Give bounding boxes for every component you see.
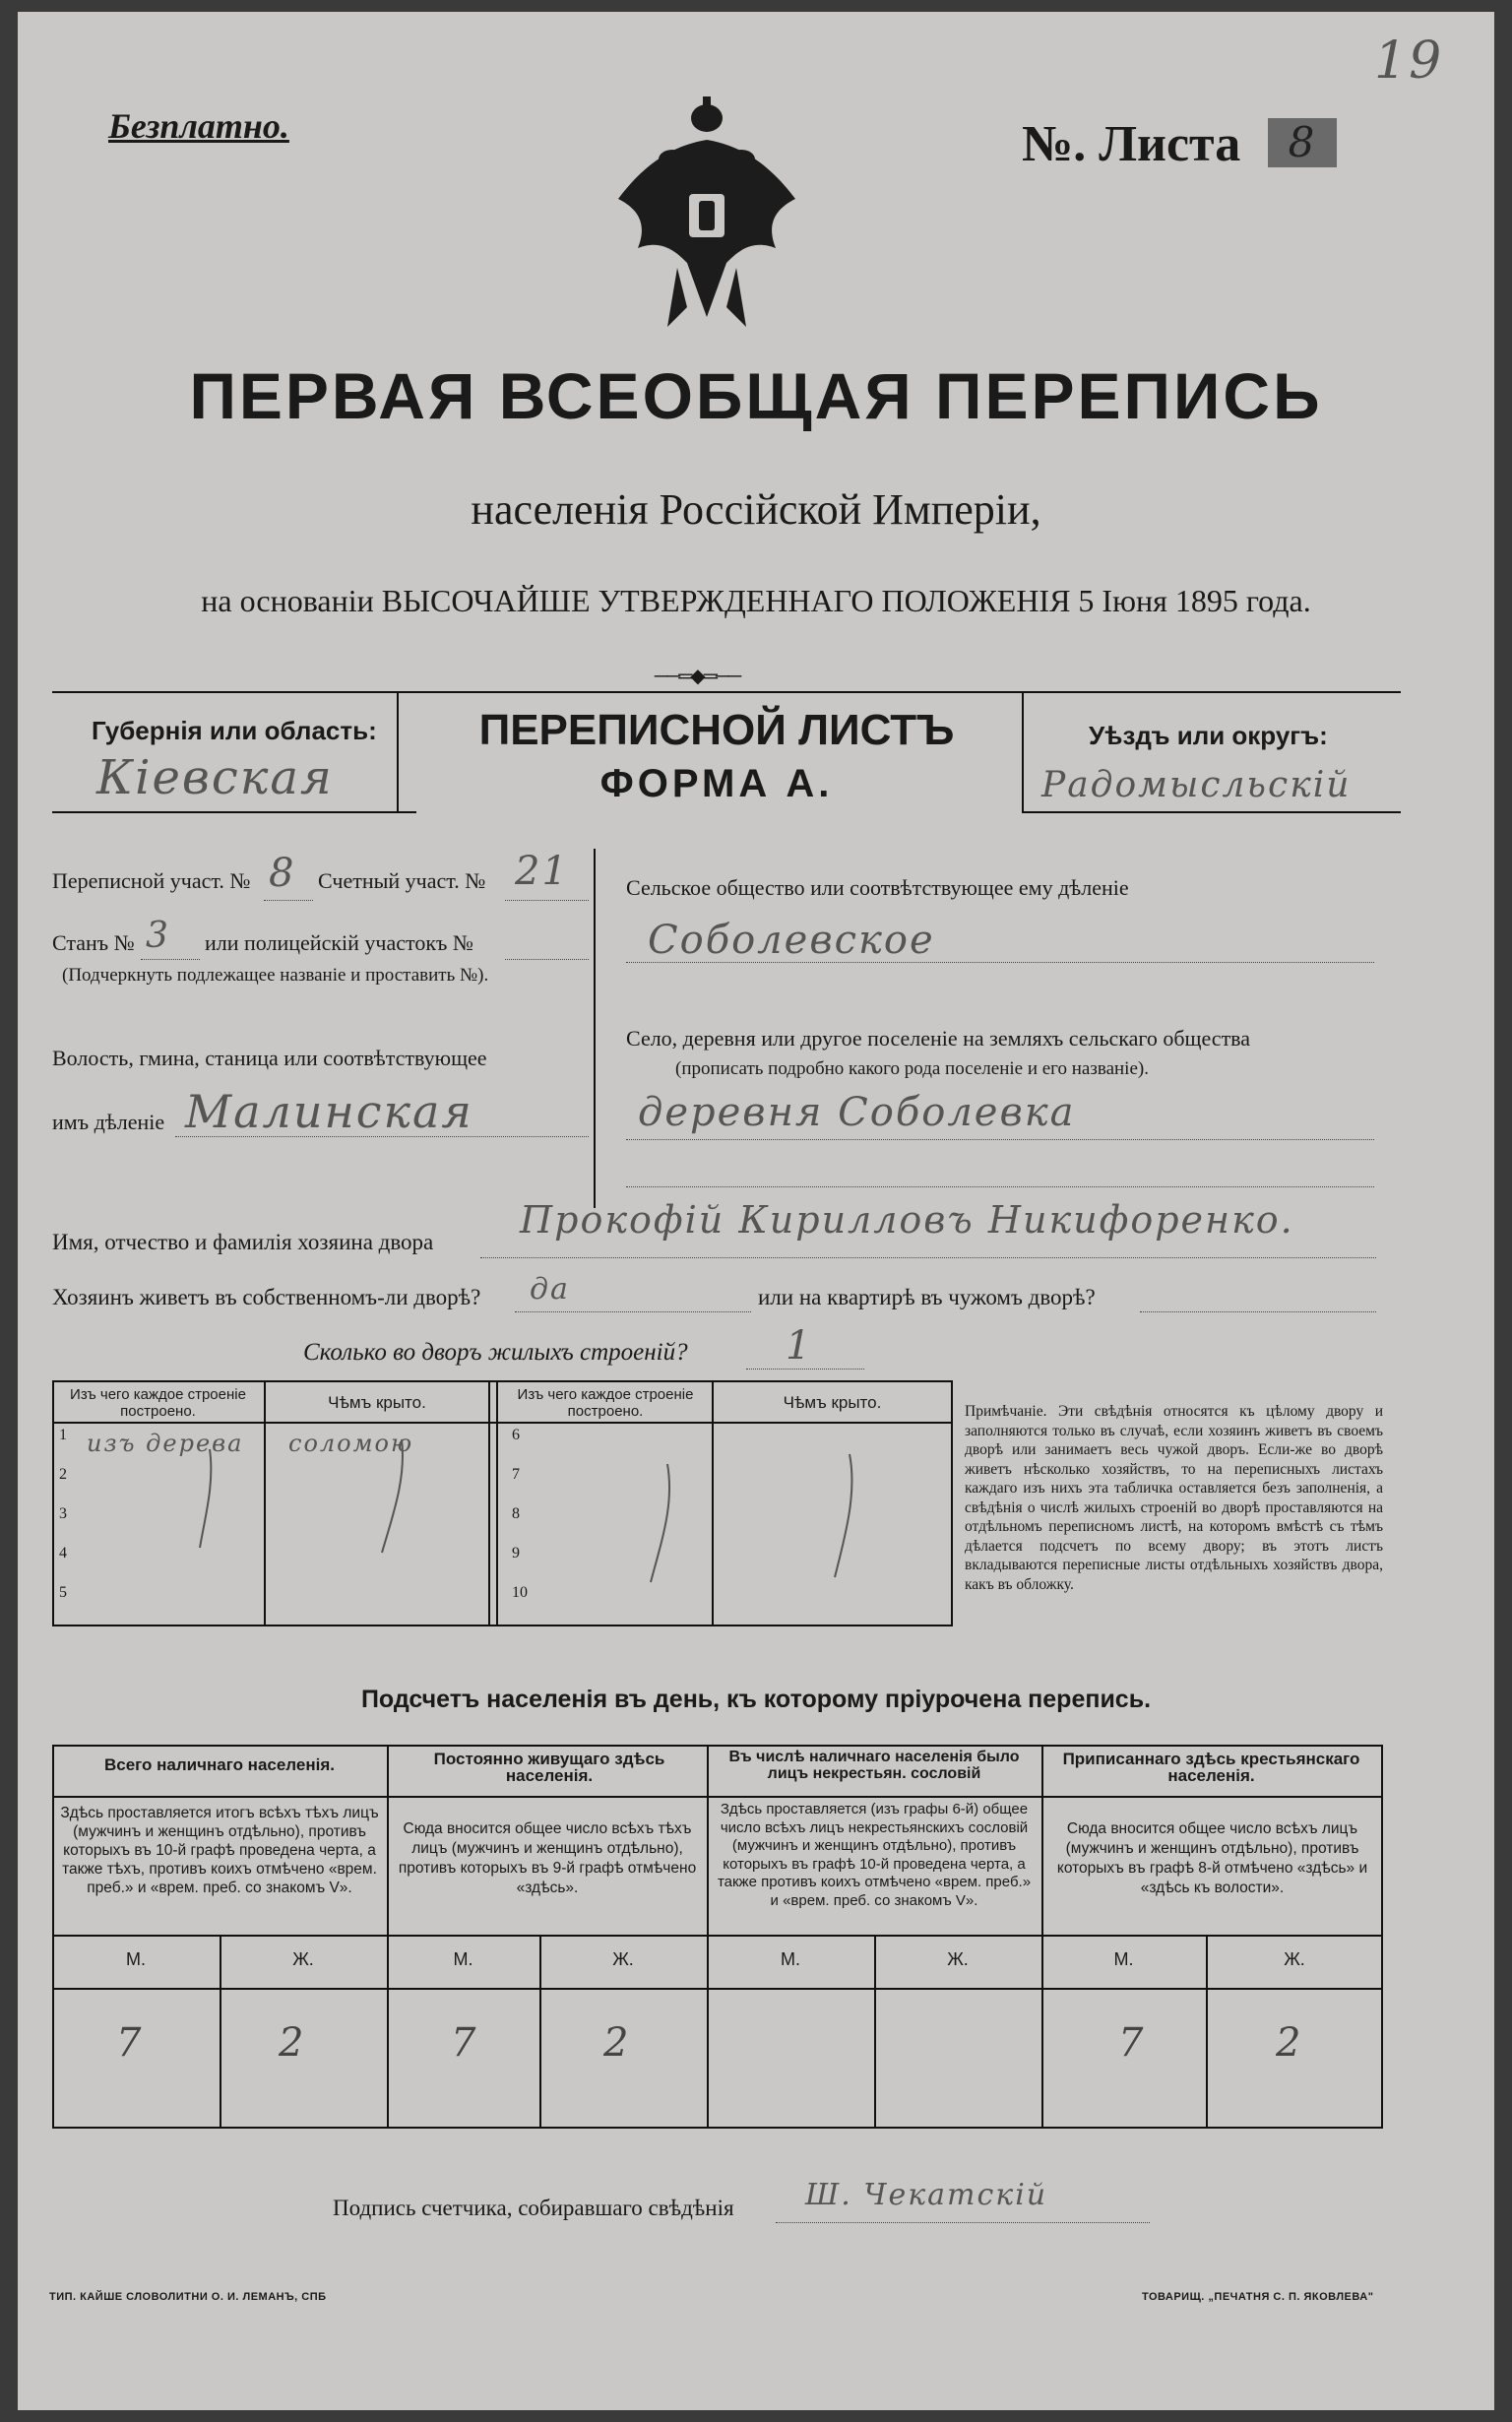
value-total-f: 2 (279, 2020, 304, 2066)
col-material-left: Изъ чего каждое строеніе построено. (70, 1386, 246, 1420)
signature-label: Подпись счетчика, собиравшаго свѣдѣнія (333, 2196, 734, 2220)
desc-total: Здѣсь проставляется итогъ всѣхъ тѣхъ лицъ (мужчинъ и женщинъ отдѣльно), противъ которыхъ въ 10-й графѣ проведена черта, а также тѣхъ, противъ коихъ отмѣчено «врем. преб.» и «врем. преб. со знакомъ V». (60, 1805, 379, 1896)
value-registered-f: 2 (1276, 2020, 1301, 2066)
province-value: Кіевская (96, 750, 334, 805)
row-number: 2 (59, 1466, 67, 1483)
header-registered: Приписаннаго здѣсь крестьянскаго населенія. (1062, 1750, 1360, 1785)
value-registered-m: 7 (1118, 2020, 1144, 2066)
header-non-peasant: Въ числѣ наличнаго населенія было лицъ некрестьян. сословій (728, 1749, 1020, 1782)
row-number: 4 (59, 1545, 67, 1562)
sheet-number: 8 (1288, 118, 1317, 166)
society-label: Сельское общество или соотвѣтствующее ему дѣленіе (626, 875, 1129, 900)
stan-value: 3 (146, 916, 170, 956)
district-value: Радомысльскій (1041, 765, 1352, 805)
note-text: Примѣчаніе. Эти свѣдѣнія относятся къ цѣлому двору и заполняются только въ случаѣ, если хозяинъ живетъ въ своемъ дворѣ или занимаетъ весь чужой дворъ. Если-же во дворѣ живетъ нѣсколько хозяйствъ, то на переписныхъ листахъ каждаго изъ нихъ эта табличка оставляется безъ заполненія, а свѣдѣнія о числѣ жилыхъ строеній во дворѣ проставляются на отдѣльномъ переписномъ листѣ, на которомъ вмѣстѣ съ тѣмъ дѣлается подсчетъ по всему двору; въ этотъ листъ вкладываются переписные листы отдѣльныхъ хозяйствъ двора, какъ въ обложку. (965, 1403, 1383, 1593)
buildings-label: Сколько во дворъ жилыхъ строеній? (303, 1339, 688, 1366)
row1-roof: соломою (288, 1430, 414, 1457)
own-yard-label: Хозяинъ живетъ въ собственномъ-ли дворѣ? (52, 1285, 481, 1309)
value-permanent-m: 7 (451, 2020, 476, 2066)
row-number: 5 (59, 1584, 67, 1601)
buildings-value: 1 (786, 1323, 813, 1369)
col-m: М. (1113, 1949, 1134, 1969)
corner-number: 19 (1374, 32, 1444, 91)
sheet-number-box (1268, 118, 1337, 167)
row-number: 7 (512, 1466, 520, 1483)
volost-label: Волость, гмина, станица или соотвѣтствующее (52, 1046, 487, 1070)
page-subtitle: населенія Россійской Имперіи, (471, 485, 1041, 534)
row-number: 6 (512, 1427, 520, 1443)
own-yard-value: да (530, 1272, 570, 1307)
header-permanent: Постоянно живущаго здѣсь населенія. (433, 1750, 665, 1785)
col-roof-left: Чѣмъ крыто. (328, 1393, 426, 1412)
district-label: Уѣздъ или округъ: (1089, 721, 1328, 750)
form-subtitle: ФОРМА А. (599, 762, 834, 805)
owner-value: Прокофій Кирилловъ Никифоренко. (520, 1198, 1294, 1242)
owner-label: Имя, отчество и фамилія хозяина двора (52, 1230, 434, 1254)
village-label: Село, деревня или другое поселеніе на земляхъ сельскаго общества (626, 1026, 1251, 1051)
ornament-divider: ──═◆═── (654, 666, 740, 687)
census-section-label: Переписной участ. № (52, 868, 251, 893)
row-number: 3 (59, 1505, 67, 1522)
census-sheet (18, 12, 1494, 2410)
desc-non-peasant: Здѣсь проставляется (изъ графы 6-й) общее число всѣхъ лицъ некрестьянскихъ сословій (мужчинъ и женщинъ отдѣльно), противъ которыхъ въ графѣ 10-й проведена черта, а также противъ коихъ отмѣчено «врем. преб.» и «врем. преб. со знакомъ V». (717, 1801, 1032, 1909)
province-label: Губернія или область: (92, 716, 377, 745)
rent-label: или на квартирѣ въ чужомъ дворѣ? (758, 1285, 1096, 1309)
col-material-right: Изъ чего каждое строеніе построено. (517, 1386, 694, 1420)
header-total: Всего наличнаго населенія. (104, 1755, 335, 1774)
imperial-eagle-emblem (608, 91, 805, 337)
value-permanent-f: 2 (603, 2020, 629, 2066)
village-value: деревня Соболевка (638, 1090, 1076, 1135)
underline-note: (Подчеркнуть подлежащее названіе и проставить №). (62, 965, 489, 986)
col-f: Ж. (1284, 1949, 1305, 1969)
count-section-value: 21 (515, 849, 569, 894)
col-m: М. (453, 1949, 473, 1969)
row1-material: изъ дерева (87, 1430, 244, 1457)
count-title: Подсчетъ населенія въ день, къ которому пріурочена перепись. (360, 1686, 1152, 1713)
free-label: Безплатно. (108, 106, 289, 146)
row-number: 8 (512, 1505, 520, 1522)
form-title: ПЕРЕПИСНОЙ ЛИСТЪ (478, 706, 955, 754)
society-value: Соболевское (648, 918, 935, 963)
dash-strokes (52, 1380, 953, 1626)
col-m: М. (126, 1949, 146, 1969)
basis-line: на основаніи ВЫСОЧАЙШЕ УТВЕРЖДЕННАГО ПОЛОЖЕНІЯ 5 Іюня 1895 года. (201, 583, 1311, 618)
desc-permanent: Сюда вносится общее число всѣхъ тѣхъ лицъ (мужчинъ и женщинъ отдѣльно), противъ которыхъ въ 9-й графѣ отмѣчено «здѣсь». (398, 1820, 697, 1896)
count-section-label: Счетный участ. № (318, 868, 486, 893)
census-section-value: 8 (269, 851, 296, 896)
value-total-m: 7 (116, 2020, 142, 2066)
desc-registered: Сюда вносится общее число всѣхъ лицъ (мужчинъ и женщинъ отдѣльно), противъ которыхъ въ графѣ 8-й отмѣчено «здѣсь» и «здѣсь къ волости». (1056, 1820, 1368, 1896)
col-m: М. (781, 1949, 800, 1969)
row-number: 9 (512, 1545, 520, 1562)
volost-label-2: имъ дѣленіе (52, 1110, 165, 1134)
signature-value: Ш. Чекатскій (805, 2178, 1048, 2212)
village-note: (прописать подробно какого рода поселеніе и его названіе). (675, 1058, 1149, 1079)
row-number: 10 (512, 1584, 528, 1601)
col-f: Ж. (612, 1949, 634, 1969)
stan-label: Станъ № (52, 930, 135, 955)
footer-printer-right: ТОВАРИЩ. „ПЕЧАТНЯ С. П. ЯКОВЛЕВА" (1142, 2291, 1374, 2303)
footer-printer-left: ТИП. КАЙШЕ СЛОВОЛИТНИ О. И. ЛЕМАНЪ, СПБ (49, 2291, 327, 2303)
volost-value: Малинская (185, 1085, 473, 1138)
col-f: Ж. (947, 1949, 969, 1969)
row-number: 1 (59, 1427, 67, 1443)
sheet-label: №. Листа (1022, 116, 1241, 172)
page-title: ПЕРВАЯ ВСЕОБЩАЯ ПЕРЕПИСЬ (189, 359, 1323, 432)
police-label: или полицейскій участокъ № (205, 930, 473, 955)
col-roof-right: Чѣмъ крыто. (783, 1393, 882, 1412)
col-f: Ж. (292, 1949, 314, 1969)
